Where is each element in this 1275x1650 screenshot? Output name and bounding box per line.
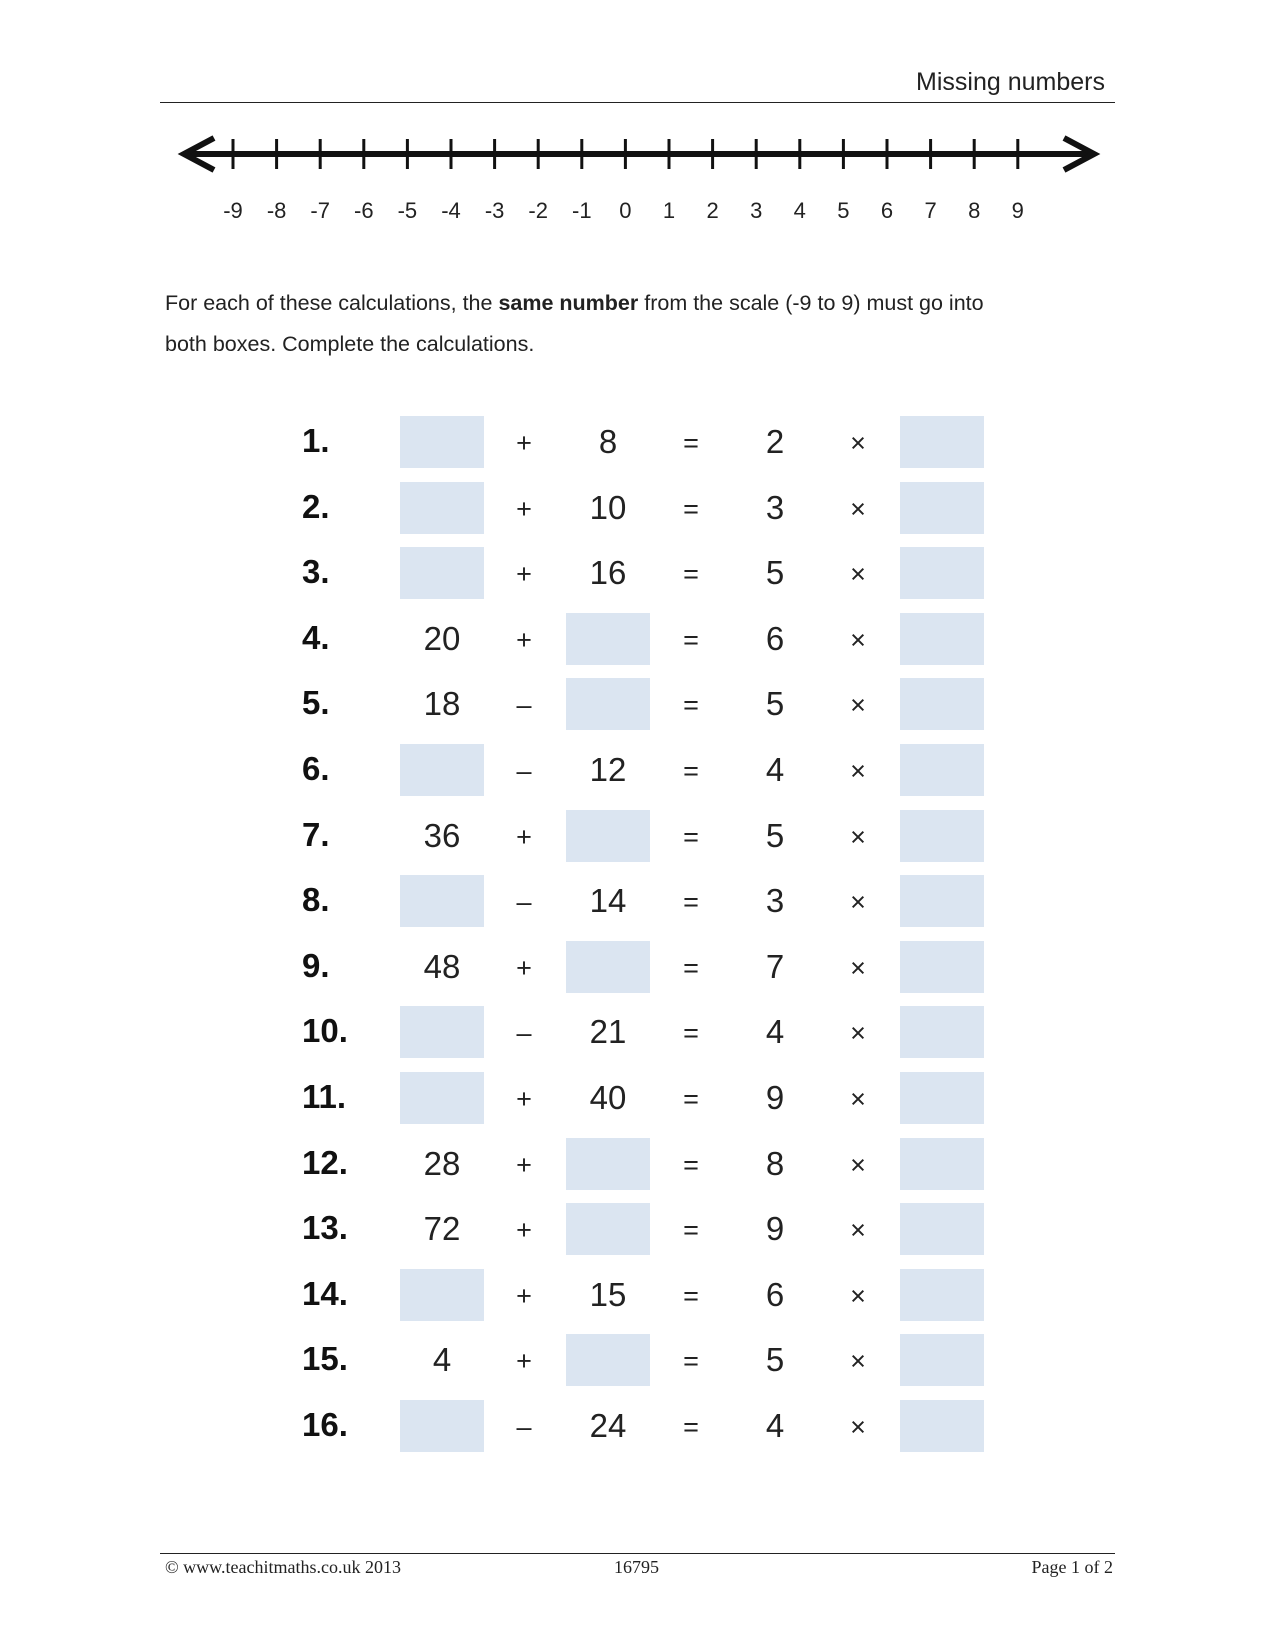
multiplier: 5 [765,685,785,723]
times-sign: × [850,428,866,458]
equals-sign: = [683,1149,699,1180]
answer-box[interactable] [400,547,484,599]
number-line-label: -7 [310,198,330,223]
equals-sign: = [683,1018,699,1049]
number-line-label: 3 [750,198,763,223]
answer-box[interactable] [900,678,984,730]
number-line-label: 2 [706,198,719,223]
multiplier: 9 [765,1210,785,1248]
question-row [0,547,1275,599]
answer-box[interactable] [566,1138,650,1190]
equals-sign: = [683,690,699,721]
question-row [0,810,1275,862]
number-line-label: 4 [793,198,806,223]
multiplier: 8 [765,1144,785,1182]
multiplier: 3 [765,882,785,920]
number-line-label: -8 [266,198,287,223]
question-number: 4. [302,618,330,656]
answer-box[interactable] [900,613,984,665]
question-number: 7. [302,815,330,853]
given-number: 16 [589,554,627,592]
question-row [0,1334,1275,1386]
given-number: 48 [423,947,461,985]
equals-sign: = [683,887,699,918]
answer-box[interactable] [900,1269,984,1321]
answer-box[interactable] [900,810,984,862]
question-row [0,482,1275,534]
question-number: 2. [302,487,330,525]
given-number: 15 [589,1275,627,1313]
operator: + [516,1215,532,1246]
instructions [165,283,1105,365]
question-number: 12. [302,1143,348,1181]
header-divider [160,102,1115,103]
given-number: 40 [589,1079,627,1116]
instructions-bold: same number [498,291,639,315]
given-number: 72 [423,1210,461,1248]
answer-box[interactable] [566,678,650,730]
answer-box[interactable] [400,1006,484,1058]
footer-copyright: © www.teachitmaths.co.uk 2013 [165,1557,401,1577]
equals-sign: = [683,952,699,983]
multiplier: 5 [765,554,785,592]
question-number: 13. [302,1209,348,1247]
footer-code: 16795 [614,1557,659,1577]
given-number: 28 [423,1144,461,1182]
multiplier: 9 [765,1079,785,1116]
multiplier: 5 [765,816,785,854]
equals-sign: = [683,624,699,655]
answer-box[interactable] [400,1072,484,1124]
question-number: 11. [302,1078,347,1115]
operator: + [516,624,532,655]
given-number: 14 [589,882,627,920]
operator: – [516,756,532,786]
times-sign: × [850,887,866,918]
given-number: 18 [423,685,461,723]
answer-box[interactable] [400,416,484,468]
times-sign: × [850,1346,866,1377]
answer-box[interactable] [900,1334,984,1386]
given-number: 36 [423,816,461,854]
times-sign: × [850,952,866,983]
given-number: 8 [598,423,618,460]
operator: – [516,887,532,918]
times-sign: × [850,559,866,590]
answer-box[interactable] [900,1203,984,1255]
times-sign: × [850,1280,866,1311]
operator: + [516,1084,532,1114]
question-row [0,1072,1275,1124]
answer-box[interactable] [900,1400,984,1452]
answer-box[interactable] [900,1006,984,1058]
number-line-label: -9 [223,198,243,223]
footer-divider [160,1553,1115,1554]
answer-box[interactable] [400,744,484,796]
given-number: 4 [432,1341,452,1379]
operator: + [516,493,532,524]
multiplier: 4 [765,751,785,788]
multiplier: 2 [765,423,785,460]
answer-box[interactable] [900,875,984,927]
answer-box[interactable] [900,416,984,468]
question-row [0,1269,1275,1321]
question-number: 5. [302,684,330,722]
operator: – [516,690,532,721]
times-sign: × [850,821,866,852]
question-number: 16. [302,1406,348,1443]
operator: + [516,1346,532,1377]
answer-box[interactable] [566,810,650,862]
answer-box[interactable] [566,1203,650,1255]
times-sign: × [850,624,866,655]
given-number: 20 [423,619,461,657]
number-line-label: 8 [968,198,981,223]
times-sign: × [850,1215,866,1246]
equals-sign: = [683,493,699,524]
answer-box[interactable] [400,1400,484,1452]
answer-box[interactable] [900,744,984,796]
number-line-label: 1 [662,198,676,223]
times-sign: × [850,1018,866,1049]
answer-box[interactable] [400,875,484,927]
number-line-label: -2 [528,198,548,223]
number-line-axis [178,136,1100,186]
times-sign: × [850,756,866,786]
operator: – [516,1018,532,1049]
multiplier: 6 [765,619,785,657]
answer-box[interactable] [566,1334,650,1386]
answer-box[interactable] [400,482,484,534]
question-row [0,941,1275,993]
equals-sign: = [683,1346,699,1377]
operator: + [516,428,532,458]
number-line-label: -6 [354,198,374,223]
question-number: 14. [302,1274,348,1312]
multiplier: 4 [765,1407,785,1444]
times-sign: × [850,1149,866,1180]
answer-box[interactable] [900,1072,984,1124]
question-row [0,875,1275,927]
number-line [178,136,1100,236]
number-line-label: 9 [1011,198,1024,223]
given-number: 24 [589,1407,627,1444]
number-line-label: 6 [880,198,894,223]
operator: + [516,952,532,983]
answer-box[interactable] [900,547,984,599]
answer-box[interactable] [900,1138,984,1190]
instructions-part1: For each of these calculations, the [165,291,499,315]
given-number: 12 [589,751,627,788]
number-line-label: -1 [572,198,592,223]
operator: + [516,821,532,852]
footer-page: Page 1 of 2 [1031,1557,1113,1577]
times-sign: × [850,1412,866,1442]
answer-box[interactable] [566,613,650,665]
equals-sign: = [683,559,699,590]
multiplier: 6 [765,1275,785,1313]
question-row [0,744,1275,796]
question-row [0,1138,1275,1190]
page-title: Missing numbers [916,68,1105,96]
question-number: 9. [302,946,330,984]
number-line-label: 0 [619,198,632,223]
question-row [0,613,1275,665]
question-number: 10. [302,1012,348,1050]
question-row [0,678,1275,730]
operator: – [516,1412,532,1442]
question-number: 8. [302,881,330,919]
instructions-line2: both boxes. Complete the calculations. [165,332,535,356]
number-line-label: 7 [924,198,937,223]
question-number: 3. [302,553,330,591]
multiplier: 7 [765,947,785,985]
question-number: 6. [302,750,330,787]
equals-sign: = [683,428,699,458]
equals-sign: = [683,1280,699,1311]
equals-sign: = [683,1215,699,1246]
multiplier: 3 [765,488,785,526]
number-line-label: -3 [484,198,505,223]
question-number: 15. [302,1340,348,1378]
question-row [0,416,1275,468]
times-sign: × [850,493,866,524]
answer-box[interactable] [900,941,984,993]
number-line-label: 5 [837,198,850,223]
question-row [0,1203,1275,1255]
equals-sign: = [683,1412,699,1442]
equals-sign: = [683,756,699,786]
question-number: 1. [302,422,330,459]
instructions-part2: from the scale (-9 to 9) must go into [638,291,984,315]
given-number: 10 [589,488,627,526]
multiplier: 5 [765,1341,785,1379]
number-line-label: -5 [397,198,418,223]
times-sign: × [850,1084,866,1114]
answer-box[interactable] [400,1269,484,1321]
operator: + [516,1149,532,1180]
question-row [0,1400,1275,1452]
number-line-label: -4 [441,198,461,223]
equals-sign: = [683,1084,699,1114]
question-row [0,1006,1275,1058]
equals-sign: = [683,821,699,852]
operator: + [516,1280,532,1311]
times-sign: × [850,690,866,721]
given-number: 21 [589,1013,627,1051]
answer-box[interactable] [900,482,984,534]
operator: + [516,559,532,590]
answer-box[interactable] [566,941,650,993]
multiplier: 4 [765,1013,785,1051]
